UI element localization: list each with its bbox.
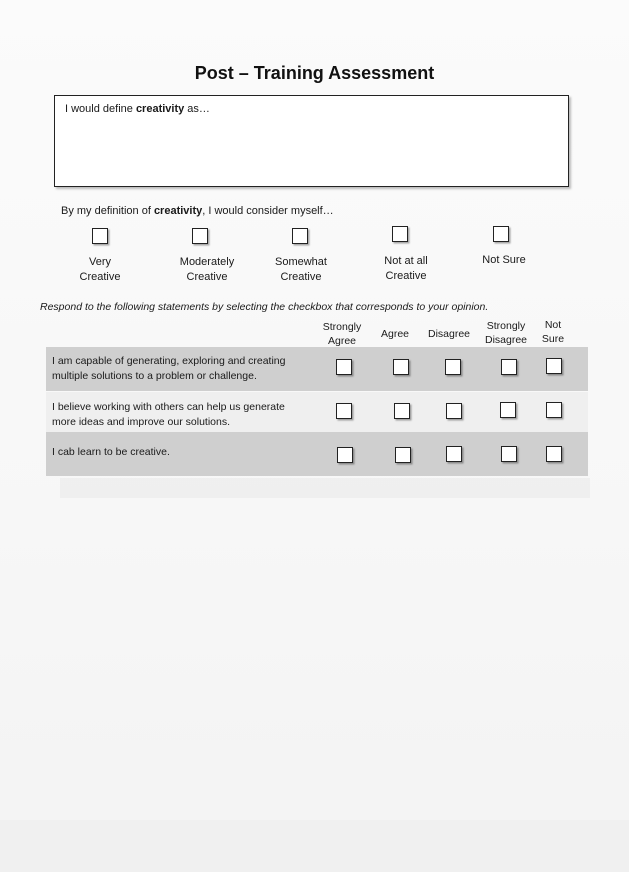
column-header-line: Disagree: [484, 334, 528, 346]
checkbox-not-sure[interactable]: [493, 226, 509, 242]
statement-line: I cab learn to be creative.: [52, 446, 170, 458]
column-header-line: Strongly: [486, 320, 526, 332]
option-label-moderately-creative: [162, 255, 252, 285]
checkbox-somewhat-creative[interactable]: [292, 228, 308, 244]
row3-strongly-disagree-checkbox[interactable]: [501, 446, 517, 462]
bleed-through-shadow: [60, 478, 590, 498]
row1-not-sure-checkbox[interactable]: [546, 358, 562, 374]
self-rating-prompt: [61, 205, 334, 217]
column-header-line: Not: [544, 319, 562, 331]
self-rating-prefix: By my definition of: [61, 205, 154, 217]
statement-line: more ideas and improve our solutions.: [52, 416, 231, 428]
row2-strongly-agree-checkbox[interactable]: [336, 403, 352, 419]
column-header-not-sure: [518, 318, 588, 346]
column-header-line: Agree: [380, 328, 410, 340]
definition-keyword: creativity: [135, 103, 185, 115]
option-label-somewhat-creative: [256, 255, 346, 285]
row2-agree-checkbox[interactable]: [394, 403, 410, 419]
row2-strongly-disagree-checkbox[interactable]: [500, 402, 516, 418]
row2-not-sure-checkbox[interactable]: [546, 402, 562, 418]
option-label-line: Creative: [385, 270, 427, 282]
statement-text-2: [52, 400, 322, 430]
statement-line: I am capable of generating, exploring and creating: [52, 355, 286, 367]
self-rating-keyword: creativity: [153, 205, 203, 217]
row1-strongly-disagree-checkbox[interactable]: [501, 359, 517, 375]
option-label-line: Moderately: [179, 256, 235, 268]
row3-not-sure-checkbox[interactable]: [546, 446, 562, 462]
definition-prompt: [65, 103, 210, 115]
statement-line: I believe working with others can help us generate: [52, 401, 285, 413]
option-label-line: Creative: [79, 271, 121, 283]
option-label-not-at-all-creative: [361, 254, 451, 284]
checkbox-not-at-all-creative[interactable]: [392, 226, 408, 242]
option-label-line: Creative: [280, 271, 322, 283]
row3-strongly-agree-checkbox[interactable]: [337, 447, 353, 463]
row3-disagree-checkbox[interactable]: [446, 446, 462, 462]
option-label-line: Creative: [186, 271, 228, 283]
row1-strongly-agree-checkbox[interactable]: [336, 359, 352, 375]
row1-disagree-checkbox[interactable]: [445, 359, 461, 375]
option-label-line: Very: [88, 256, 111, 268]
option-label-line: Somewhat: [275, 256, 327, 268]
page-title: Post – Training Assessment: [194, 63, 435, 83]
checkbox-very-creative[interactable]: [92, 228, 108, 244]
column-header-line: Strongly: [322, 321, 362, 333]
column-header-line: Agree: [327, 335, 357, 347]
column-header-line: Sure: [541, 333, 565, 345]
row3-agree-checkbox[interactable]: [395, 447, 411, 463]
option-label-very-creative: [55, 255, 145, 285]
statement-text-1: [52, 354, 322, 384]
row2-disagree-checkbox[interactable]: [446, 403, 462, 419]
definition-text-area[interactable]: [54, 95, 569, 187]
checkbox-moderately-creative[interactable]: [192, 228, 208, 244]
page-bottom-edge: [0, 820, 629, 872]
statement-line: multiple solutions to a problem or challenge.: [52, 370, 257, 382]
option-label-line: Not Sure: [482, 254, 526, 266]
column-header-line: Disagree: [427, 328, 471, 340]
definition-suffix: as…: [184, 103, 210, 115]
definition-prefix: I would define: [65, 103, 136, 115]
survey-instructions: Respond to the following statements by selecting the checkbox that corresponds to your opinion.: [40, 301, 489, 313]
option-label-not-sure: [459, 253, 549, 268]
row1-agree-checkbox[interactable]: [393, 359, 409, 375]
option-label-line: Not at all: [384, 255, 428, 267]
self-rating-suffix: , I would consider myself…: [202, 205, 334, 217]
statement-text-3: [52, 445, 322, 460]
